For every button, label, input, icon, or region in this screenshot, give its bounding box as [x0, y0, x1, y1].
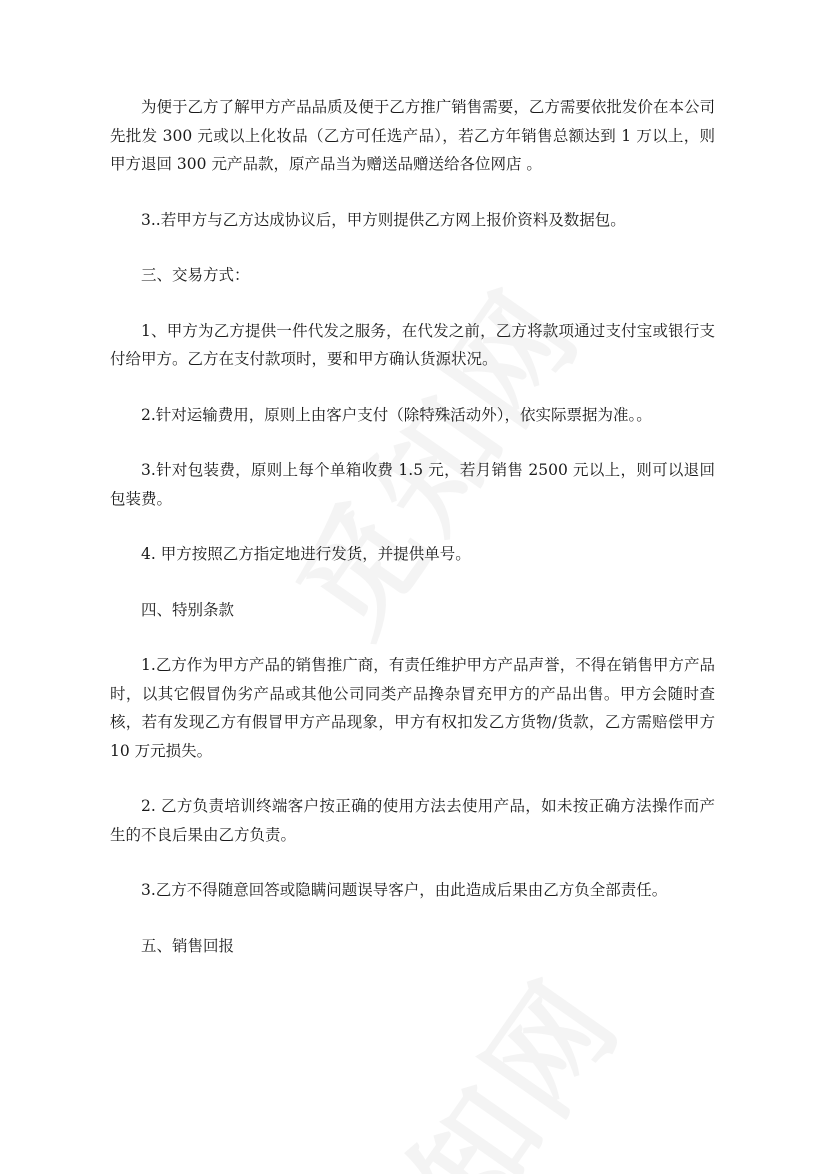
paragraph-dropship: 1、甲方为乙方提供一件代发之服务，在代发之前，乙方将款项通过支付宝或银行支付给甲方。乙方在支付款项时，要和甲方确认货源状况。	[110, 321, 715, 368]
paragraph-packaging-fee: 3.针对包装费，原则上每个单箱收费 1.5 元，若月销售 2500 元以上，则可以退回包装费。	[110, 461, 715, 508]
document-body	[110, 93, 715, 960]
watermark	[291, 939, 652, 1174]
paragraph-customer-training: 2. 乙方负责培训终端客户按正确的使用方法去使用产品，如未按正确方法操作而产生的不良后果由乙方负责。	[110, 797, 715, 844]
paragraph-brand-protection: 1.乙方作为甲方产品的销售推广商，有责任维护甲方产品声誉，不得在销售甲方产品时，以其它假冒伪劣产品或其他公司同类产品搀杂冒充甲方的产品出售。甲方会随时查核，若有发现乙方有假冒甲方产品现象，甲方有权扣发乙方货物/货款，乙方需赔偿甲方 10 万元损失。	[110, 656, 715, 760]
section-heading-special-terms: 四、特别条款	[141, 600, 235, 619]
section-heading-trade-method: 三、交易方式：	[141, 266, 250, 284]
paragraph-shipping-fee: 2.针对运输费用，原则上由客户支付（除特殊活动外），依实际票据为准。。	[141, 405, 652, 424]
paragraph-sample-purchase: 为便于乙方了解甲方产品品质及便于乙方推广销售需要，乙方需要依批发价在本公司先批发 300 元或以上化妆品（乙方可任选产品），若乙方年销售总额达到 1 万以上，则甲方退回 300 元产品款，原产品当为赠送品赠送给各位网店 。	[110, 98, 715, 173]
paragraph-no-misleading: 3.乙方不得随意回答或隐瞒问题误导客户，由此造成后果由乙方负全部责任。	[141, 881, 668, 899]
section-heading-sales-return: 五、销售回报	[141, 936, 235, 955]
paragraph-delivery: 4. 甲方按照乙方指定地进行发货，并提供单号。	[141, 545, 471, 563]
paragraph-price-data: 3..若甲方与乙方达成协议后，甲方则提供乙方网上报价资料及数据包。	[141, 210, 626, 229]
